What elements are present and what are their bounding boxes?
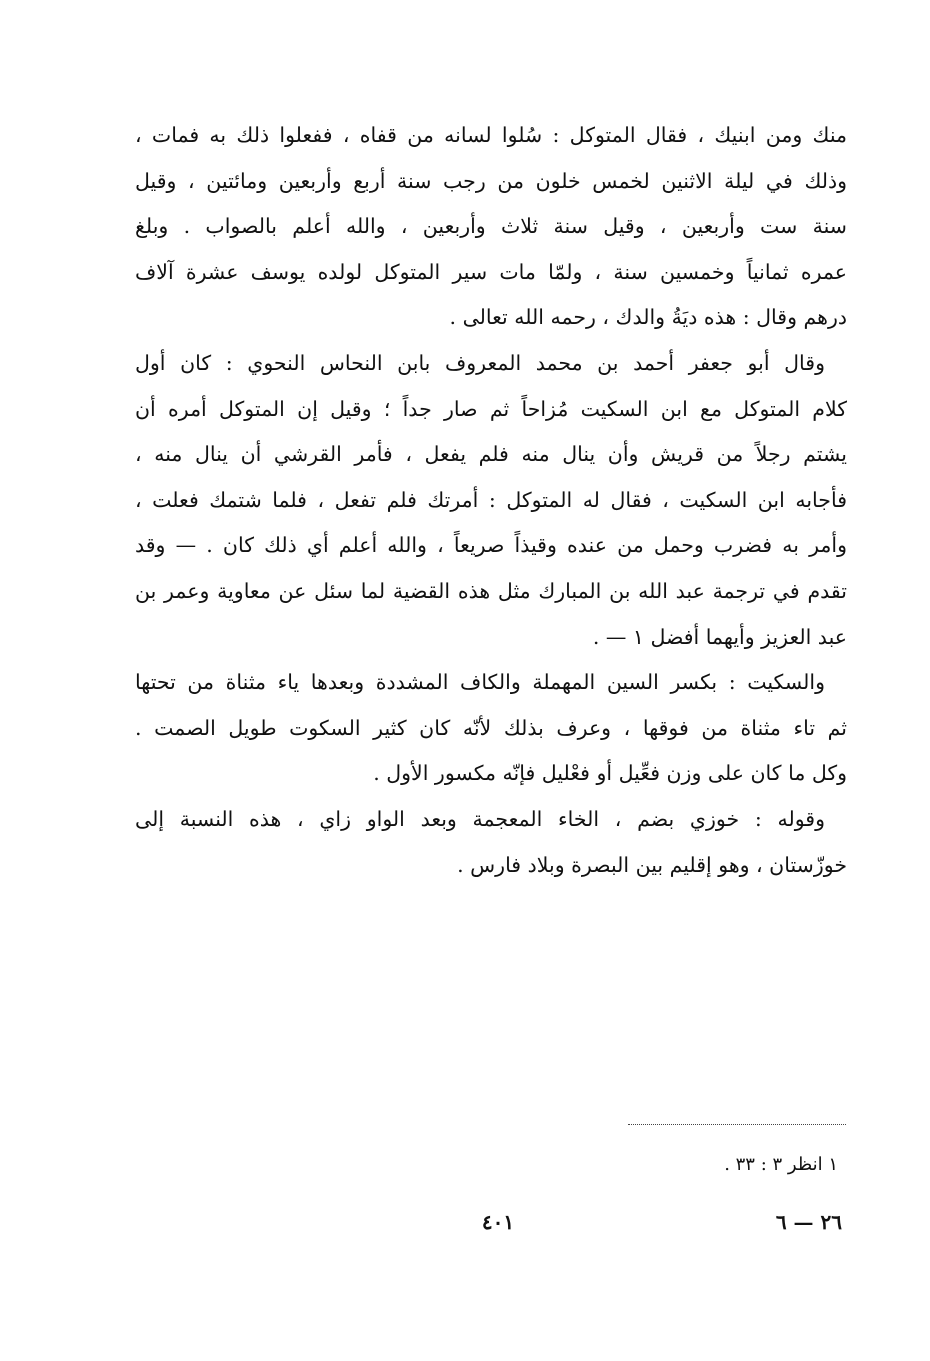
text-line: تقدم في ترجمة عبد الله بن المبارك مثل هذه القضية لما سئل عن معاوية وعمر بن: [135, 578, 847, 603]
footnote-divider: [628, 1124, 846, 1125]
text-line: يشتم رجلاً من قريش وأن ينال منه فلم يفعل ، فأمر القرشي أن ينال منه ،: [135, 442, 847, 467]
text-line: خوزّستان ، وهو إقليم بين البصرة وبلاد فارس .: [457, 852, 847, 877]
text-line: ثم تاء مثناة من فوقها ، وعرف بذلك لأنّه كان كثير السكوت طويل الصمت .: [135, 715, 847, 740]
text-line: عبد العزيز وأيهما أفضل ١ — .: [592, 624, 847, 649]
text-line: وذلك في ليلة الاثنين لخمس خلون من رجب سنة أربع وأربعين ومائتين ، وقيل: [135, 168, 847, 193]
text-line: درهم وقال : هذه ديَةُ والدك ، رحمه الله تعالى .: [449, 305, 847, 330]
text-line: وكل ما كان على وزن فعِّيل أو فعْليل فإنّه مكسور الأول .: [373, 761, 847, 786]
page-number: ٤٠١: [481, 1210, 515, 1234]
paragraph-3: [135, 660, 847, 797]
text-line: كلام المتوكل مع ابن السكيت مُزاحاً ثم صار جداً ؛ وقيل إن المتوكل أمره أن: [135, 396, 847, 421]
text-line: عمره ثمانياً وخمسين سنة ، ولمّا مات سير المتوكل لولده يوسف عشرة آلاف: [135, 259, 847, 284]
text-line: منك ومن ابنيك ، فقال المتوكل : سُلوا لسانه من قفاه ، ففعلوا ذلك به فمات ،: [135, 123, 847, 147]
text-line: والسكيت : بكسر السين المهملة والكاف المشددة وبعدها ياء مثناة من تحتها: [135, 670, 825, 695]
paragraph-4: [135, 797, 847, 888]
text-line: فأجابه ابن السكيت ، فقال له المتوكل : أمرتك فلم تفعل ، فلما شتمك فعلت ،: [135, 487, 847, 512]
main-text: [135, 113, 847, 888]
paragraph-2: [135, 341, 847, 660]
text-line: وأمر به فضرب وحمل من عنده وقيذاً صريعاً ، والله أعلم أي ذلك كان . — وقد: [135, 533, 847, 558]
text-line: وقوله : خوزي بضم ، الخاء المعجمة وبعد الواو زاي ، هذه النسبة إلى: [135, 806, 825, 831]
footnote: ١ انظر ٣ : ٣٣ .: [724, 1154, 838, 1175]
paragraph-1: [135, 113, 847, 341]
text-line: سنة ست وأربعين ، وقيل سنة ثلاث وأربعين ، والله أعلم بالصواب . وبلغ: [135, 214, 847, 239]
text-line: وقال أبو جعفر أحمد بن محمد المعروف بابن النحاس النحوي : كان أول: [135, 350, 825, 375]
printer-signature-mark: ٢٦ — ٦: [775, 1210, 842, 1234]
